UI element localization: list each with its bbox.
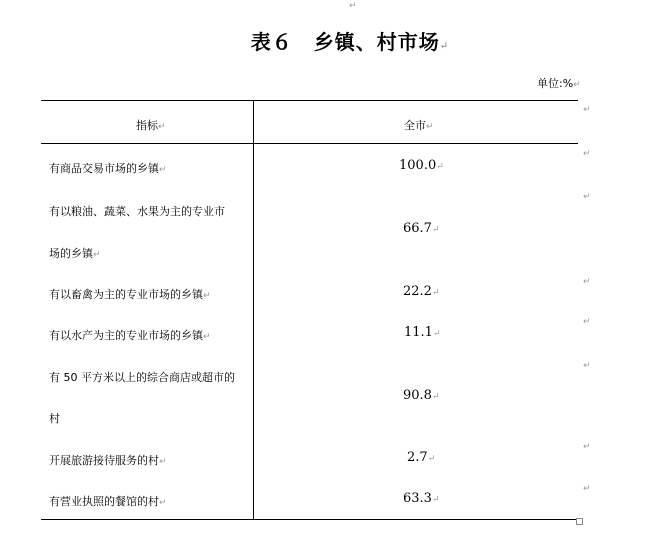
table-resize-handle[interactable] bbox=[576, 518, 583, 525]
row-label-continued: 村 bbox=[49, 412, 60, 425]
table-title: 表６ 乡镇、村市场↵ bbox=[250, 30, 450, 54]
row-label-continued: 场的乡镇↵ bbox=[49, 247, 101, 260]
row-value: 63.3↵ bbox=[403, 491, 440, 506]
row-label: 有以畜禽为主的专业市场的乡镇↵ bbox=[49, 288, 211, 301]
paragraph-mark: ↵ bbox=[583, 149, 591, 159]
table-bottom-border bbox=[41, 519, 578, 520]
header-indicator: 指标↵ bbox=[136, 119, 166, 132]
header-city: 全市↵ bbox=[404, 119, 434, 132]
unit-label: 单位:%↵ bbox=[537, 77, 581, 90]
paragraph-mark: ↵ bbox=[349, 1, 357, 11]
row-label: 开展旅游接待服务的村↵ bbox=[49, 454, 167, 467]
row-value: 100.0↵ bbox=[399, 158, 444, 173]
row-value: 66.7↵ bbox=[403, 221, 440, 236]
paragraph-mark: ↵ bbox=[583, 442, 591, 452]
row-label: 有 50 平方米以上的综合商店或超市的 bbox=[49, 371, 235, 384]
column-divider bbox=[253, 100, 254, 520]
row-value: 22.2↵ bbox=[403, 284, 440, 299]
row-label: 有营业执照的餐馆的村↵ bbox=[49, 495, 167, 508]
row-value: 11.1↵ bbox=[404, 325, 441, 340]
row-label: 有商品交易市场的乡镇↵ bbox=[49, 162, 167, 175]
paragraph-mark: ↵ bbox=[583, 277, 591, 287]
row-value: 90.8↵ bbox=[403, 388, 440, 403]
paragraph-mark: ↵ bbox=[583, 192, 591, 202]
row-label: 有以水产为主的专业市场的乡镇↵ bbox=[49, 329, 211, 342]
row-label: 有以粮油、蔬菜、水果为主的专业市 bbox=[49, 205, 225, 218]
paragraph-mark: ↵ bbox=[583, 317, 591, 327]
row-value: 2.7↵ bbox=[407, 450, 436, 465]
header-divider bbox=[41, 143, 578, 144]
paragraph-mark: ↵ bbox=[583, 361, 591, 371]
paragraph-mark: ↵ bbox=[583, 105, 591, 115]
table-top-border bbox=[41, 100, 578, 101]
paragraph-mark: ↵ bbox=[583, 484, 591, 494]
